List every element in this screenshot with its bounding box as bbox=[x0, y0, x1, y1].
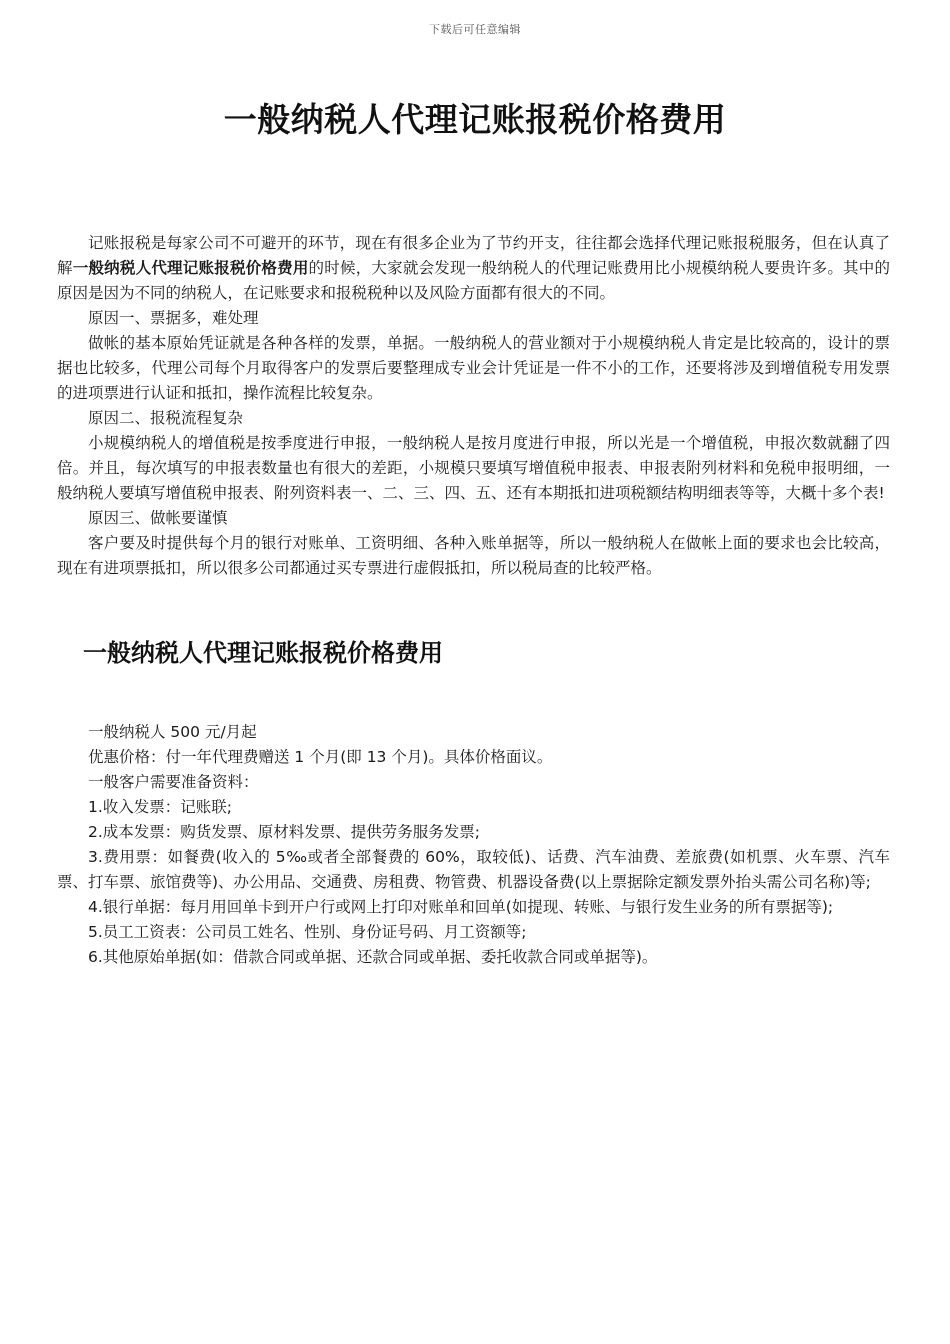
section-title: 一般纳税人代理记账报税价格费用 bbox=[83, 639, 443, 667]
material-item-6: 6.其他原始单据(如：借款合同或单据、还款合同或单据、委托收款合同或单据等)。 bbox=[88, 948, 658, 966]
material-item-2: 2.成本发票：购货发票、原材料发票、提供劳务服务发票; bbox=[88, 823, 481, 841]
reason-3-heading: 原因三、做帐要谨慎 bbox=[88, 509, 228, 527]
price-line: 一般纳税人 500 元/月起 bbox=[88, 723, 257, 741]
pricing-section bbox=[57, 720, 890, 970]
discount-line: 优惠价格：付一年代理费赠送 1 个月(即 13 个月)。具体价格面议。 bbox=[88, 748, 553, 766]
reason-1-heading: 原因一、票据多，难处理 bbox=[88, 309, 259, 327]
material-item-1: 1.收入发票：记账联; bbox=[88, 798, 233, 816]
material-item-5: 5.员工工资表：公司员工姓名、性别、身份证号码、月工资额等; bbox=[88, 923, 527, 941]
reason-1-text: 做帐的基本原始凭证就是各种各样的发票，单据。一般纳税人的营业额对于小规模纳税人肯定是比较高的，设计的票据也比较多，代理公司每个月取得客户的发票后要整理成专业会计凭证是一件不小的工作，还要将涉及到增值税专用发票的进项票进行认证和抵扣，操作流程比较复杂。 bbox=[57, 334, 890, 402]
intro-section bbox=[57, 231, 890, 581]
header-note: 下载后可任意编辑 bbox=[429, 23, 521, 36]
material-item-3: 3.费用票：如餐费(收入的 5‰或者全部餐费的 60%，取较低)、话费、汽车油费、差旅费(如机票、火车票、汽车票、打车票、旅馆费等)、办公用品、交通费、房租费、物管费、机器设备费(以上票据除定额发票外抬头需公司名称)等; bbox=[57, 848, 890, 891]
intro-text-after: 的时候，大家就会发现一般纳税人的代理记账费用比小规模纳税人要贵许多。其中的原因是因为不同的纳税人，在记账要求和报税税种以及风险方面都有很大的不同。 bbox=[57, 259, 890, 302]
reason-2-text: 小规模纳税人的增值税是按季度进行申报，一般纳税人是按月度进行申报，所以光是一个增值税，申报次数就翻了四倍。并且，每次填写的申报表数量也有很大的差距，小规模只要填写增值税申报表、申报表附列材料和免税申报明细，一般纳税人要填写增值税申报表、附列资料表一、二、三、四、五、还有本期抵扣进项税额结构明细表等等，大概十多个表! bbox=[57, 434, 890, 502]
intro-text-bold: 一般纳税人代理记账报税价格费用 bbox=[72, 259, 309, 277]
materials-intro: 一般客户需要准备资料： bbox=[88, 773, 259, 791]
intro-text-before: 记账报税是每家公司不可避开的环节，现在有很多企业为了节约开支，往往都会选择代理记账报税服务，但在认真了解 bbox=[57, 234, 890, 277]
material-item-4: 4.银行单据：每月用回单卡到开户行或网上打印对账单和回单(如提现、转账、与银行发生业务的所有票据等); bbox=[88, 898, 834, 916]
reason-2-heading: 原因二、报税流程复杂 bbox=[88, 409, 244, 427]
intro-paragraph bbox=[57, 231, 890, 306]
document-title: 一般纳税人代理记账报税价格费用 bbox=[223, 100, 727, 139]
reason-3-text: 客户要及时提供每个月的银行对账单、工资明细、各种入账单据等，所以一般纳税人在做帐上面的要求也会比较高，现在有进项票抵扣，所以很多公司都通过买专票进行虚假抵扣，所以税局查的比较严格。 bbox=[57, 534, 890, 577]
